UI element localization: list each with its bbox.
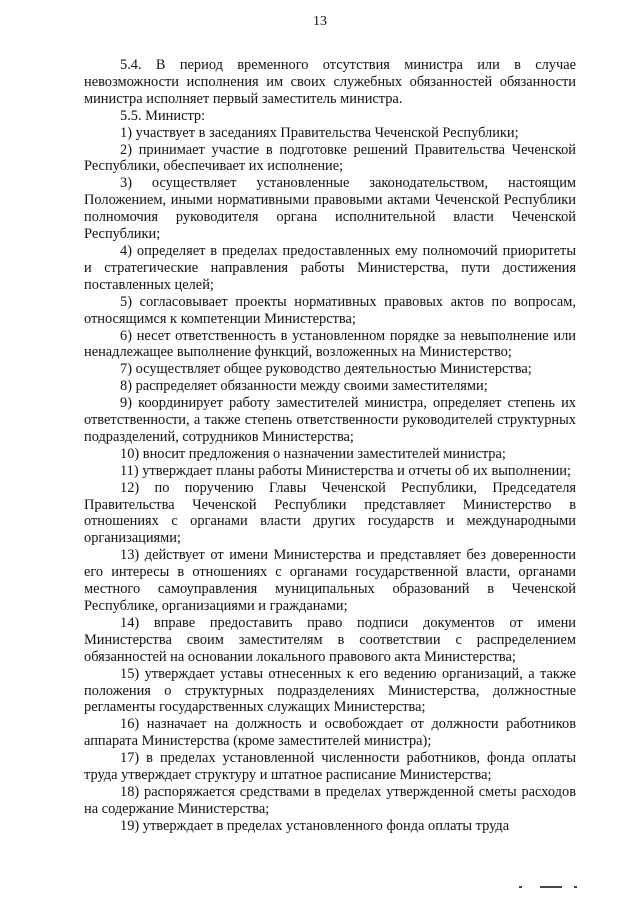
paragraph-5-5: 5.5. Министр:: [120, 107, 206, 124]
page-number: 13: [313, 14, 327, 29]
paragraph-5-4: 5.4. В период временного отсутствия министра или в случае невозможности исполнения им своих служебных обязанностей обязанности министра исполняет первый заместитель министра.: [84, 57, 576, 107]
list-item-10: 10) вносит предложения о назначении заместителей министра;: [120, 445, 506, 462]
scan-artifact-mark: [540, 886, 562, 888]
list-item-11: 11) утверждает планы работы Министерства и отчеты об их выполнении;: [120, 462, 571, 479]
list-item-19: 19) утверждает в пределах установленного фонда оплаты труда: [120, 817, 510, 834]
list-item-17: 17) в пределах установленной численности работников, фонда оплаты труда утверждает структуру и штатное расписание Министерства;: [84, 750, 576, 784]
list-item-9: 9) координирует работу заместителей министра, определяет степень их ответственности, а также степень ответственности руководителей структурных подразделений, сотрудников Министерства;: [84, 395, 576, 445]
list-item-4: 4) определяет в пределах предоставленных ему полномочий приоритеты и стратегические направления работы Министерства, пути достижения поставленных целей;: [84, 242, 576, 293]
list-item-7: 7) осуществляет общее руководство деятельностью Министерства;: [120, 361, 532, 378]
list-item-1: 1) участвует в заседаниях Правительства Чеченской Республики;: [120, 124, 519, 141]
list-item-8: 8) распределяет обязанности между своими заместителями;: [120, 378, 488, 395]
list-item-5: 5) согласовывает проекты нормативных правовых актов по вопросам, относящимся к компетенции Министерства;: [84, 293, 576, 327]
list-item-13: 13) действует от имени Министерства и представляет без доверенности его интересы в отношениях с органами государственной власти, органами местного самоуправления муниципальных образований в Чеченской Республике, организациями и гражданами;: [84, 547, 576, 614]
list-item-18: 18) распоряжается средствами в пределах утвержденной сметы расходов на содержание Министерства;: [84, 783, 576, 817]
list-item-2: 2) принимает участие в подготовке решений Правительства Чеченской Республики, обеспечивает их исполнение;: [84, 141, 576, 175]
document-body: [84, 57, 576, 835]
list-item-15: 15) утверждает уставы отнесенных к его ведению организаций, а также положения о структурных подразделениях Министерства, должностные регламенты государственных служащих Министерства;: [84, 665, 576, 716]
list-item-6: 6) несет ответственность в установленном порядке за невыполнение или ненадлежащее выполнение функций, возложенных на Министерство;: [84, 327, 576, 361]
list-item-12: 12) по поручению Главы Чеченской Республики, Председателя Правительства Чеченской Республики представляет Министерство в отношениях с органами власти других государств и международными организациями;: [84, 479, 576, 547]
scan-artifact-mark: [519, 886, 522, 888]
list-item-14: 14) вправе предоставить право подписи документов от имени Министерства своим заместителям в соответствии с распределением обязанностей на основании локального правового акта Министерства;: [84, 614, 576, 665]
list-item-16: 16) назначает на должность и освобождает от должности работников аппарата Министерства (кроме заместителей министра);: [84, 716, 576, 750]
list-item-3: 3) осуществляет установленные законодательством, настоящим Положением, иными нормативными правовыми актами Чеченской Республики полномочия руководителя органа исполнительной власти Чеченской Республики;: [84, 175, 576, 243]
scan-artifact-mark: [574, 886, 577, 888]
